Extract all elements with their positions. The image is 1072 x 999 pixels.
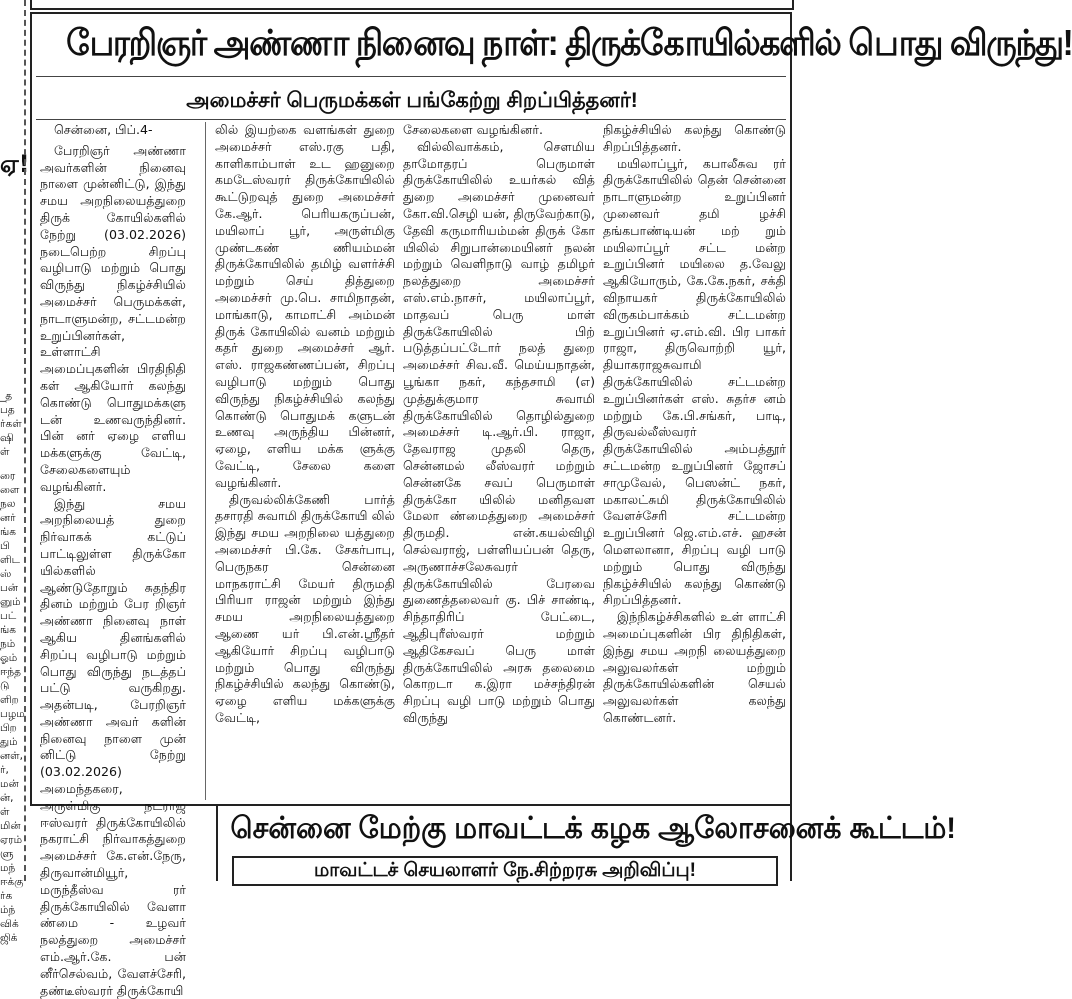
adjacent-article-fragment: [0, 0, 30, 944]
adjacent-text-fragment: பத: [0, 404, 15, 416]
adjacent-text-fragment: பட்: [0, 610, 17, 622]
adjacent-text-fragment: ளை: [0, 484, 20, 496]
adjacent-text-fragment: _த: [0, 390, 13, 402]
adjacent-text-fragment: மந்: [0, 862, 16, 874]
adjacent-text-fragment: ர்,: [0, 764, 9, 776]
adjacent-text-fragment: தும்: [0, 736, 18, 748]
adjacent-text-fragment: ளிட: [0, 554, 20, 566]
adjacent-text-fragment: ர்கள்: [0, 418, 22, 430]
article-paragraph: நிகழ்ச்சியில் கலந்து கொண்டு சிறப்பித்தனர்.: [603, 122, 786, 154]
article-column-3: [403, 122, 595, 802]
adjacent-text-fragment: ன்,: [0, 792, 14, 804]
article-paragraph: இந்து சமய அறநிலையத் துறை நிர்வாகக் கட்டுப் பாட்டிலுள்ள திருக்கோ யில்களில் ஆண்டுதோறும் சுதந்திர தினம் மற்றும் பேர றிஞர் அண்ணா நினைவு நாள் ஆகிய தினங்களில் சிறப்பு வழிபாடு மற்றும் பொது விருந்து நடத்தப் பட்டு வருகிறது. அதன்படி, பேரறிஞர் அண்ணா அவர் களின் நினைவு நாளை முன் னிட்டு நேற்று (03.02.2026) அமைந்தகரை, அருள்மிகு நடராஜ ஈஸ்வரர் திருக்கோயிலில் நகராட்சி நிர்வாகத்துறை அமைச்சர் கே.என்.நேரு, திருவான்மியூர், மருந்தீஸ்வ ரர் திருக்கோயிலில் வேளா ண்மை - உழவர் நலத்துறை அமைச்சர் எம்.ஆர்.கே. பன் னீர்செல்வம், வேளச்சேரி, தண்டீஸ்வரர் திருக்கோயி: [40, 495, 186, 998]
adjacent-text-fragment: னும்: [0, 596, 21, 608]
adjacent-text-fragment: ஈக்கு: [0, 876, 24, 888]
article-paragraph: சேலைகளை வழங்கினர்.: [403, 122, 543, 137]
adjacent-text-fragment: ஸ்: [0, 568, 12, 580]
adjacent-text-fragment: ளு: [0, 848, 14, 860]
adjacent-text-fragment: மன்: [0, 778, 19, 790]
previous-article-box-edge: [30, 0, 794, 10]
article-paragraph: திருவல்லிக்கேணி பார்த் தசாரதி சுவாமி திருக்கோயி லில் இந்து சமய அறநிலை யத்துறை அமைச்சர் பி.கே. சேகர்பாபு, பெருநகர சென்னை மாநகராட்சி மேயர் திருமதி பிரியா ராஜன் மற்றும் இந்து சமய அறநிலையத்துறை ஆணை யர் பி.என்.ஸ்ரீதர் ஆகியோர் சிறப்பு வழிபாடு மற்றும் பொது விருந்து நிகழ்ச்சியில் கலந்து கொண்டு, ஏழை எளிய மக்களுக்கு வேட்டி,: [215, 491, 395, 725]
article-headline: பேரறிஞர் அண்ணா நினைவு நாள்: திருக்கோயில்களில் பொது விருந்து!: [66, 22, 1072, 63]
adjacent-text-fragment: பழம: [0, 708, 25, 720]
adjacent-text-fragment: பன்: [0, 582, 18, 594]
adjacent-text-fragment: ங்க: [0, 526, 16, 538]
next-article-subheadline: மாவட்டச் செயலாளர் நே.சிற்றரசு அறிவிப்பு!: [314, 860, 696, 881]
adjacent-text-fragment: மின்: [0, 820, 21, 832]
column-divider-dashed: [24, 0, 26, 881]
subheadline-divider: [36, 119, 786, 120]
adjacent-text-fragment: ஈந்த: [0, 666, 21, 678]
adjacent-text-fragment: ளிற: [0, 694, 19, 706]
article-paragraph: சென்னை, பிப்.4-: [54, 122, 153, 137]
adjacent-text-fragment: ள்: [0, 806, 10, 818]
article-paragraph: வில்லிவாக்கம், சௌமிய தாமோதரப் பெருமாள் திருக்கோயிலில் உயர்கல் வித் துறை அமைச்சர் முனைவர் கோ.வி.செழி யன், திருவேற்காடு, தேவி கருமாரியம்மன் திருக் கோ யிலில் சிறுபான்மையினர் நலன் மற்றும் வெளிநாடு வாழ் தமிழர் நலத்துறை அமைச்சர் எஸ்.எம்.நாசர், மயிலாப்பூர், மாதவப் பெரு மாள் திருக்கோயிலில் பிற் படுத்தப்பட்டோர் நலத் துறை அமைச்சர் சிவ.வீ. மெய்யநாதன், பூங்கா நகர், கந்தசாமி (எ) முத்துக்குமார சுவாமி திருக்கோயிலில் தொழில்துறை அமைச்சர் டி.ஆர்.பி. ராஜா, தேவராஜ முதலி தெரு, சென்னமல் லீஸ்வரர் மற்றும் சென்னகே சவப் பெருமாள் திருக்கோ யிலில் மனிதவள மேலா ண்மைத்துறை அமைச்சர் திருமதி. என்.கயல்விழி செல்வராஜ், பள்ளியப்பன் தெரு, அருணாச்சலேசுவரர் திருக்கோயிலில் பேரவை துணைத்தலைவர் கு. பிச் சாண்டி, சிந்தாதிரிப் பேட்டை, ஆதிபுரீஸ்வரர் மற்றும் ஆதிகேசவப் பெரு மாள் திருக்கோயிலில் அரசு தலைமை கொறடா க.இரா மச்சந்திரன் சிறப்பு வழி பாடு மற்றும் பொது விருந்து: [403, 138, 595, 725]
adjacent-text-fragment: ரை: [0, 470, 16, 482]
adjacent-text-fragment: ஏ!: [0, 150, 30, 178]
adjacent-text-fragment: ள்: [0, 446, 10, 458]
adjacent-text-fragment: நம்: [0, 638, 16, 650]
article-column-1: [40, 122, 186, 998]
adjacent-text-fragment: விக்: [0, 918, 19, 930]
adjacent-text-fragment: னள்,: [0, 750, 23, 762]
adjacent-text-fragment: ர்க: [0, 890, 13, 902]
adjacent-text-fragment: ஓம்: [0, 652, 18, 664]
adjacent-text-fragment: ஷி: [0, 432, 14, 444]
adjacent-text-fragment: நல: [0, 498, 16, 510]
adjacent-text-fragment: ங்க: [0, 624, 16, 636]
adjacent-text-fragment: பி: [0, 540, 10, 552]
article-paragraph: பேரறிஞர் அண்ணா அவர்களின் நினைவு நாளை முன்னிட்டு, இந்து சமய அறநிலையத்துறை திருக் கோயில்களில் நேற்று (03.02.2026) நடைபெற்ற சிறப்பு வழிபாடு மற்றும் பொது விருந்து நிகழ்ச்சியில் அமைச்சர் பெருமக்கள், நாடாளுமன்ற, சட்டமன்ற உறுப்பினர்கள், உள்ளாட்சி அமைப்புகளின் பிரதிநிதி கள் ஆகியோர் கலந்து கொண்டு பொதுமக்களு டன் உணவருந்தினர். பின் னர் ஏழை எளிய மக்களுக்கு வேட்டி, சேலைகளையும் வழங்கினர்.: [40, 142, 186, 494]
article-paragraph: லில் இயற்கை வளங்கள் துறை அமைச்சர் எஸ்.ரகு பதி, காளிகாம்பாள் உட ஹனுறை கமடேஸ்வரர் திருக்கோயிலில் கூட்டுறவுத் துறை அமைச்சர் கே.ஆர். பெரியகருப்பன், மயிலாப் பூர், அருள்மிகு முண்டகண் ணியம்மன் திருக்கோயிலில் தமிழ் வளர்ச்சி மற்றும் செய் தித்துறை அமைச்சர் மு.பெ. சாமிநாதன், மாங்காடு, காமாட்சி அம்மன் திருக் கோயிலில் வனம் மற்றும் கதர் துறை அமைச்சர் ஆர். எஸ். ராஜகண்ணப்பன், சிறப்பு வழிபாடு மற்றும் பொது விருந்து நிகழ்ச்சியில் கலந்து கொண்டு பொதுமக் களுடன் உணவு அருந்திய பின்னர், ஏழை, எளிய மக்க ளுக்கு வேட்டி, சேலை களை வழங்கினர்.: [215, 122, 395, 490]
article-paragraph: இந்நிகழ்ச்சிகளில் உள் ளாட்சி அமைப்புகளின் பிர திநிதிகள், இந்து சமய அறநி லையத்துறை அலுவலர்கள் மற்றும் திருக்கோயில்களின் செயல் அலுவலர்கள் கலந்து கொண்டனர்.: [603, 609, 786, 725]
headline-divider: [36, 76, 786, 77]
adjacent-text-fragment: ஜிக்: [0, 932, 18, 944]
article-subheadline: அமைச்சர் பெருமக்கள் பங்கேற்று சிறப்பித்தனர்!: [186, 89, 638, 112]
article-column-2: [215, 122, 395, 802]
adjacent-text-fragment: பிற: [0, 722, 17, 734]
adjacent-text-fragment: ம்ந்: [0, 904, 16, 916]
adjacent-text-fragment: ஏரம்: [0, 834, 23, 846]
article-column-4: [603, 122, 786, 802]
adjacent-text-fragment: டு: [0, 680, 10, 692]
column-rule: [205, 122, 206, 800]
adjacent-text-fragment: னர்: [0, 512, 16, 524]
article-paragraph: மயிலாப்பூர், கபாலீசுவ ரர் திருக்கோயிலில் தென் சென்னை நாடாளுமன்ற உறுப்பினர் முனைவர் தமி ழச்சி தங்கபாண்டியன் மற் றும் மயிலாப்பூர் சட்ட மன்ற உறுப்பினர் மயிலை த.வேலு ஆகியோரும், கே.கே.நகர், சக்தி விநாயகர் திருக்கோயிலில் விருகம்பாக்கம் சட்டமன்ற உறுப்பினர் ஏ.எம்.வி. பிர பாகர் ராஜா, திருவொற்றி யூர், தியாகராஜசுவாமி திருக்கோயிலில் சட்டமன்ற உறுப்பினர்கள் எஸ். சுதர்ச னம் மற்றும் கே.பி.சங்கர், பாடி, திருவல்லீஸ்வரர் திருக்கோயிலில் அம்பத்தூர் சட்டமன்ற உறுப்பினர் ஜோசப் சாமுவேல், பெஸன்ட் நகர், மகாலட்சுமி திருக்கோயிலில் வேளச்சேரி சட்டமன்ற உறுப்பினர் ஜெ.எம்.எச். ஹசன் மௌலானா, சிறப்பு வழி பாடு மற்றும் பொது விருந்து நிகழ்ச்சியில் கலந்து கொண்டு சிறப்பித்தனர்.: [603, 155, 786, 608]
next-article-headline: சென்னை மேற்கு மாவட்டக் கழக ஆலோசனைக் கூட்டம்!: [230, 812, 956, 845]
